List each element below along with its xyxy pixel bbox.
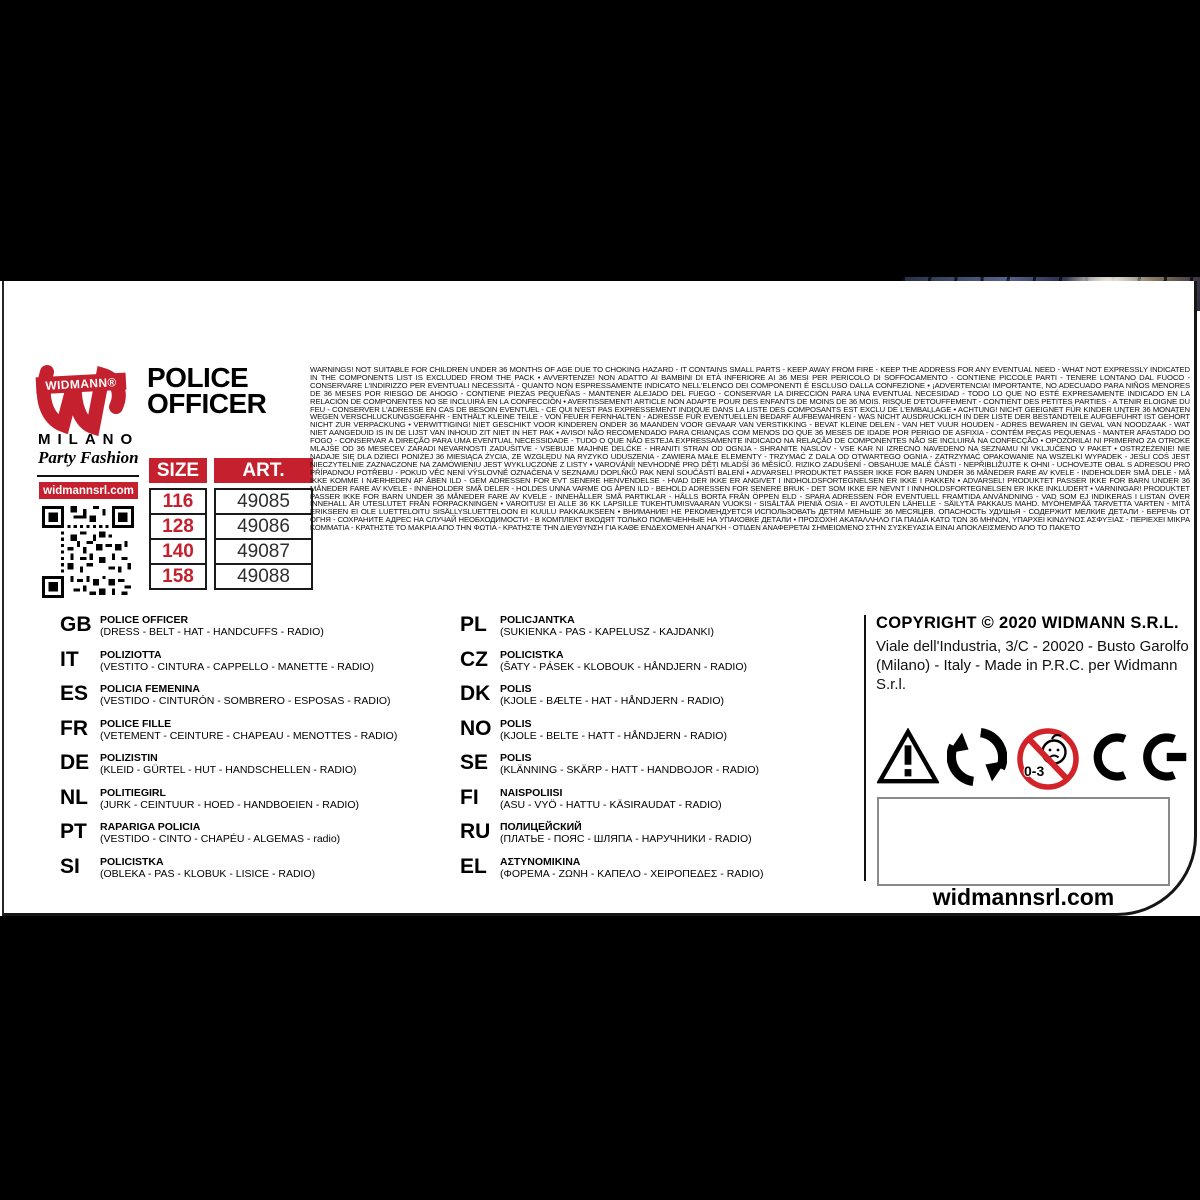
brand-divider	[37, 475, 139, 477]
language-name: POLICJANTKA	[500, 614, 575, 626]
art-cell: 49088	[214, 563, 313, 590]
language-name: POLITIEGIRL	[100, 786, 166, 799]
language-name: POLICISTKA	[500, 648, 564, 661]
language-row	[460, 716, 860, 754]
size-cell: 158	[149, 563, 207, 590]
language-name: POLICISTKA	[100, 855, 164, 868]
language-code: NO	[460, 716, 492, 740]
safety-warnings-text: WARNINGS! NOT SUITABLE FOR CHILDREN UNDER 36 MONTHS OF AGE DUE TO CHOKING HAZARD - IT CONTAINS SMALL PARTS - KEEP AWAY FROM FIRE - KEEP THE ADDRESS FOR ANY EVENTUAL NEED - WHAT NOT EXPRESSLY INDICATED IN THE COMPONENTS LIST IS EXCLUDED FROM THE PACK • AVVERTENZE! NON ADATTO AI BAMBINI DI ETÀ INFERIORE AI 36 MESI PER PERICOLO DI SOFFOCAMENTO - CONTIENE PICCOLE PARTI - TENERE LONTANO DAL FUOCO - CONSERVARE L'INDIRIZZO PER EVENTUALI NECESSITÁ - QUANTO NON ESPRESSAMENTE INDICATO NELL'ELENCO DEI COMPONENTI É ESCLUSO DALLA CONFEZIONE • ¡ADVERTENCIA! IMPORTANTE, NO ADECUADO PARA NIÑOS MENORES DE 36 MESES POR RIESGO DE AHOGO - CONTIENE PIEZAS PEQUEÑAS - MANTENER ALEJADO DEL FUEGO - CONSERVAR LA DIRECCIÓN PARA UNA EVENTUAL NECESIDAD - TODO LO QUE NO ESTÉ EXPRESAMENTE INDICADO EN LA RELACIÓN DE COMPONENTES NO SE INCLUIRÁ EN LA CONFECCIÓN • AVERTISSEMENT! ARTICLE NON ADAPTE POUR DES ENFANTS DE MOINS DE 36 MOIS. RISQUE D'ETOUFFEMENT - CONTIENT DES PETITES PARTIES - A TENIR ELOIGNE DU FEU - CONSERVER L'ADRESSE EN CAS DE BESOIN EVENTUEL - CE QUI N'EST PAS EXPRESSEMENT INDIQUE DANS LA LISTE DES COMPOSANTS EST EXCLU DE L'EMBALLAGE • ACHTUNG! NICHT GEEIGNET FÜR KINDER UNTER 36 MONATEN WEGEN VERSCHLUCKUNGSGEFAHR - ENTHÄLT KLEINE TEILE - VON FEUER FERNHALTEN - ADRESSE FÜR EVENTUELLEN BEDARF AUFBEWAHREN - WAS NICHT AUSDRÜCKLICH IN DER LISTE DER BESTANDTEILE AUFGEFÜHRT IST GEHÖRT NICHT ZUR VERPACKUNG • VERWITTIGING! NIET GESCHIKT VOOR KINDEREN ONDER 36 MAANDEN VOOR GEVAAR VAN VERSTIKKING - BEVAT KLEINE DELEN - VAN HET VUUR HOUDEN - ADRES BEWAREN IN GEVAL VAN NOODZAAK - WAT NIET AANGEDUID IS IN DE LIJST VAN INHOUD ZIT NIET IN HET PAK • AVISO! NÃO RECOMENDADO PARA CRIANÇAS COM MENOS DO QUE 36 MESES DE IDADE POR PERIGO DE ASFIXIA - CONTÉM PEÇAS PEQUENAS - MANTER AFASTADO DO FOGO - CONSERVAR A DIREÇÃO PARA UMA EVENTUAL NECESSIDADE - TUDO O QUE NÃO ESTEJA EXPRESSAMENTE INDICADO NA RELAÇÃO DE COMPONENTES NÃO SE INCLUIRÁ NA CONFECÇÃO • OPOZORILA! NI PRIMERNO ZA OTROKE MLAJŠE OD 36 MESECEV ZARADI NEVARNOSTI ZADUŠITVE - VSEBUJE MAJHNE DELČKE - HRANITI STRAN OD OGNJA - SHRANITE NASLOV - VSE KAR NI IZRECNO NAVEDENO NA SEZNAMU NI VKLJUČENO V PAKET • OSTRZEŻENIE! NIE NADAJE SIĘ DLA DZIECI PONIŻEJ 36 MIESIĄCA ŻYCIA, ZE WZGLĘDU NA RYZYKO UDUSZENIA - ZAWIERA MAŁE ELEMENTY - TRZYMAĆ Z DALA OD OTWARTEGO OGNIA - ZATRZYMAĆ OPAKOWANIE NA WSZELKI WYPADEK - JEŚLI COŚ JEST NIECZYTELNIE ZAZNACZONE NA ZAMÓWIENIU JEST WYKLUCZONE Z LISTY • VAROVÁNÍ! NEVHODNÉ PRO DĚTI MLADŠÍ 36 MĚSÍCŮ. RIZIKO ZADUŠENÍ - OBSAHUJE MALÉ ČÁSTI - NEPŘIBLIŽUJTE K OHNI - UCHOVEJTE OBAL S ADRESOU PRO PŘÍPADNOU POTŘEBU - POKUD VĚC NENÍ VÝSLOVNĚ OZNAČENA V SEZNAMU DOPLŇKŮ PAK NENÍ SOUČÁSTÍ BALENÍ • ADVARSEL! PRODUKTET PASSER IKKE FOR BARN UNDER 36 MÅNEDER FARE AV KVELE - INDEHOLDER SMÅ DELE - MÅ IKKE KOMME I NÆRHEDEN AF ÅBEN ILD - GEM ADRESSEN FOR EVT SENERE HENVENDELSE - HVAD DER IKKE ER ANGIVET I INDHOLDSFORTEGNELSEN ER IKKE I PAKKEN • ADVARSEL! PRODUKTET PASSER IKKE FOR BARN UNDER 36 MÅNEDER FARE AV KVELE - INNEHOLDER SMÅ DELER - HOLDES UNNA VARME OG ÅPEN ILD - BEHOLD ADRESSEN FOR SENERE BRUK - DET SOM IKKE ER NEVNT I INNHOLDSFORTEGNELSEN ER IKKE INKLUDERT • VARNINGAR! PRODUKTET PASSER IKKE FOR BARN UNDER 36 MÅNEDER FARE AV KVELE - INNEHÅLLER SMÅ PARTIKLAR - HÅLLS BORTA FRÅN ÖPPEN ELD - SPARA ADRESSEN FÖR EVENTUELL FRAMTIDA ANVÄNDNING - VAD SOM EJ INDIKERAS I LISTAN ÖVER INNEHALL ÄR UTESLUTET FRÅN FÖRPACKNINGEN • VAROITUS! EI ALLE 36 KK LAPSILLE TUKEHTUMISVAARAN VUOKSI - SISÄLTÄÄ PIENIÄ OSIA - EI AVOTULEN LÄHELLE - SÄILYTÄ PAKKAUS MAHD. MYÖHEMPÄÄ TARVETTA VARTEN - MITÄ ERIKSEEN EI OLE LUETTELOITU SISÄLLYSLUETTELOON EI KUULU PAKKAUKSEEN • ВНИМАНИЕ! НЕ РЕКОМЕНДУЕТСЯ ИСПОЛЬЗОВАТЬ ДЕТЯМ МЕНЬШЕ 36 МЕСЯЦЕВ. ОПАСНОСТЬ УДУШЬЯ - СОДЕРЖИТ МЕЛКИЕ ДЕТАЛИ - БЕРЕЧЬ ОТ ОГНЯ - СОХРАНИТЕ АДРЕС НА СЛУЧАЙ НЕОБХОДИМОСТИ - В КОМПЛЕКТ ВХОДЯТ ТОЛЬКО ПОМЕЧЕННЫЕ НА УПАКОВКЕ ДЕТАЛИ • ΠΡΟΣΟΧΗ! ΑΚΑΤΑΛΛΗΛΟ ΓΙΑ ΠΑΙΔΙΑ ΚΑΤΩ ΤΩΝ 36 ΜΗΝΩΝ, ΥΠΑΡΧΕΙ ΚΙΝΔΥΝΟΣ ΑΣΦΥΞΙΑΣ - ΠΕΡΙΕΧΕΙ ΜΙΚΡΑ ΚΟΜΜΑΤΙΑ - ΚΡΑΤΗΣΤΕ ΤΟ ΜΑΚΡΙΑ ΑΠΟ ΤΗΝ ΦΩΤΙΑ - ΚΡΑΤΗΣΤΕ ΤΗΝ ΔΙΕΥΘΥΝΣΗ ΓΙΑ ΚΑΘΕ ΕΝΔΕΧΟΜΕΝΗ ΑΝΑΓΚΗ - ΟΤΙΔΕΝ ΑΝΑΦΕΡΕΤΑΙ ΣΗΜΕΙΩΜΕΝΟ ΣΤΗΝ ΣΥΣΚΕΥΑΣΙΑ ΕΙΝΑΙ ΑΠΟΚΛΕΙΣΜΕΝΟ ΑΠΟ ΤΟ ΠΑΚΕΤΟ	[310, 366, 1190, 533]
age-warning-0-3-icon	[1015, 726, 1081, 792]
size-cell: 140	[149, 538, 207, 565]
green-dot-recycle-icon	[947, 727, 1007, 792]
language-row	[460, 854, 860, 892]
language-code: PT	[60, 820, 87, 843]
language-code: DE	[60, 751, 90, 774]
language-code: FR	[60, 716, 88, 740]
language-row	[460, 753, 860, 788]
language-code: CZ	[460, 647, 488, 671]
language-components: (KLÄNNING - SKÄRP - HATT - HANDBOJOR - RADIO)	[500, 764, 760, 776]
language-name: POLICE FILLE	[100, 717, 172, 730]
brand-website-badge	[39, 482, 138, 499]
language-name: RAPARIGA POLICIA	[100, 821, 201, 833]
language-components: (SUKIENKA - PAS - KAPELUSZ - KAJDANKI)	[500, 626, 714, 638]
language-row	[60, 854, 460, 892]
language-list-right	[460, 615, 860, 891]
language-row	[460, 615, 860, 650]
copyright-line3: (Milano) - Italy - Made in P.R.C. per Widmann S.r.l.	[876, 657, 1178, 693]
language-components: (VESTIDO - CINTO - CHAPÉU - ALGEMAS - radio)	[100, 833, 341, 845]
language-name: POLIS	[500, 683, 532, 695]
language-row	[60, 753, 460, 788]
language-components: (ŠATY - PÁSEK - KLOBOUK - HÅNDJERN - RADIO)	[500, 660, 747, 673]
language-name: ΑΣΤΥΝΟΜΙΚΙΝΑ	[500, 855, 581, 868]
language-name: POLICIA FEMENINA	[100, 683, 200, 695]
language-code: RU	[460, 820, 491, 843]
language-code: ES	[60, 682, 89, 705]
language-code: SE	[460, 751, 489, 774]
product-title	[147, 362, 337, 419]
language-components: (VESTITO - CINTURA - CAPPELLO - MANETTE - RADIO)	[100, 660, 374, 673]
brand-website: widmannsrl.com	[43, 484, 134, 497]
language-components: (JURK - CEINTUUR - HOED - HANDBOEIEN - RADIO)	[100, 798, 360, 811]
brand-city: MILANO	[38, 431, 140, 448]
language-name: POLIS	[500, 752, 532, 764]
language-name: ПОЛИЦЕЙСКИЙ	[500, 821, 582, 833]
address-empty-box	[877, 797, 1170, 886]
language-name: POLIZISTIN	[100, 752, 158, 764]
language-code: PL	[460, 613, 487, 636]
warning-triangle-icon	[877, 728, 939, 791]
language-code: DK	[460, 682, 491, 705]
ce-mark-icon	[1089, 733, 1189, 786]
language-code: FI	[460, 785, 479, 809]
language-row	[460, 684, 860, 719]
language-code: GB	[60, 613, 92, 636]
language-row	[60, 647, 460, 685]
copyright-block	[876, 614, 1190, 694]
language-components: (ПЛАТЬЕ - ПОЯС - ШЛЯПА - НАРУЧНИКИ - RADIO)	[500, 833, 752, 845]
column-divider	[864, 615, 866, 881]
language-components: (KLEID - GÜRTEL - HUT - HANDSCHELLEN - RADIO)	[100, 764, 357, 776]
art-cell: 49087	[214, 538, 313, 565]
logo-text: WIDMANN®	[44, 374, 118, 393]
language-components: (VETEMENT - CEINTURE - CHAPEAU - MENOTTES - RADIO)	[100, 729, 398, 742]
size-cell: 116	[149, 488, 207, 515]
language-components: (KJOLE - BÆLTE - HAT - HÅNDJERN - RADIO)	[500, 695, 725, 707]
footer-website: widmannsrl.com	[932, 884, 1115, 910]
language-row	[60, 684, 460, 719]
header-card	[2, 281, 1197, 916]
language-components: (DRESS - BELT - HAT - HANDCUFFS - RADIO)	[100, 626, 324, 638]
language-components: (VESTIDO - CINTURÓN - SOMBRERO - ESPOSAS - RADIO)	[100, 695, 391, 707]
product-title-line2: OFFICER	[147, 388, 267, 419]
language-row	[60, 615, 460, 650]
language-row	[60, 785, 460, 823]
language-row	[460, 647, 860, 685]
age-warning-label: 0-3	[1024, 763, 1045, 779]
size-column-header: SIZE	[149, 458, 207, 483]
language-code: NL	[60, 785, 88, 809]
top-black-backdrop	[0, 0, 1200, 281]
language-list-left	[60, 615, 460, 891]
qr-code	[42, 506, 134, 598]
language-row	[460, 822, 860, 857]
language-row	[60, 822, 460, 857]
language-components: (OBLEKA - PAS - KLOBUK - LISICE - RADIO)	[100, 867, 316, 880]
art-column-header: ART.	[214, 458, 313, 483]
copyright-line2: Viale dell'Industria, 3/C - 20020 - Busto Garolfo	[876, 638, 1189, 655]
language-code: EL	[460, 854, 487, 878]
art-cell: 49086	[214, 513, 313, 540]
language-components: (ΦΟΡΕΜΑ - ΖΩΝΗ - ΚΑΠΕΛΟ - ΧΕΙΡΟΠΕΔΕΣ - RADIO)	[500, 867, 764, 880]
language-components: (KJOLE - BELTE - HATT - HÅNDJERN - RADIO)	[500, 729, 727, 742]
copyright-line1: COPYRIGHT © 2020 WIDMANN S.R.L.	[876, 614, 1179, 632]
language-name: NAISPOLIISI	[500, 786, 563, 799]
product-title-line1: POLICE	[147, 362, 249, 393]
language-name: POLIZIOTTA	[100, 648, 162, 661]
language-row	[60, 716, 460, 754]
art-cell: 49085	[214, 488, 313, 515]
language-name: POLICE OFFICER	[100, 614, 189, 626]
language-row	[460, 785, 860, 823]
bottom-black-backdrop	[0, 916, 1200, 1200]
size-cell: 128	[149, 513, 207, 540]
language-code: SI	[60, 854, 80, 878]
brand-tagline: Party Fashion	[38, 448, 139, 467]
language-code: IT	[60, 647, 79, 671]
compliance-icons-row	[877, 724, 1192, 794]
language-components: (ASU - VYÖ - HATTU - KÄSIRAUDAT - RADIO)	[500, 798, 722, 811]
language-name: POLIS	[500, 717, 532, 730]
